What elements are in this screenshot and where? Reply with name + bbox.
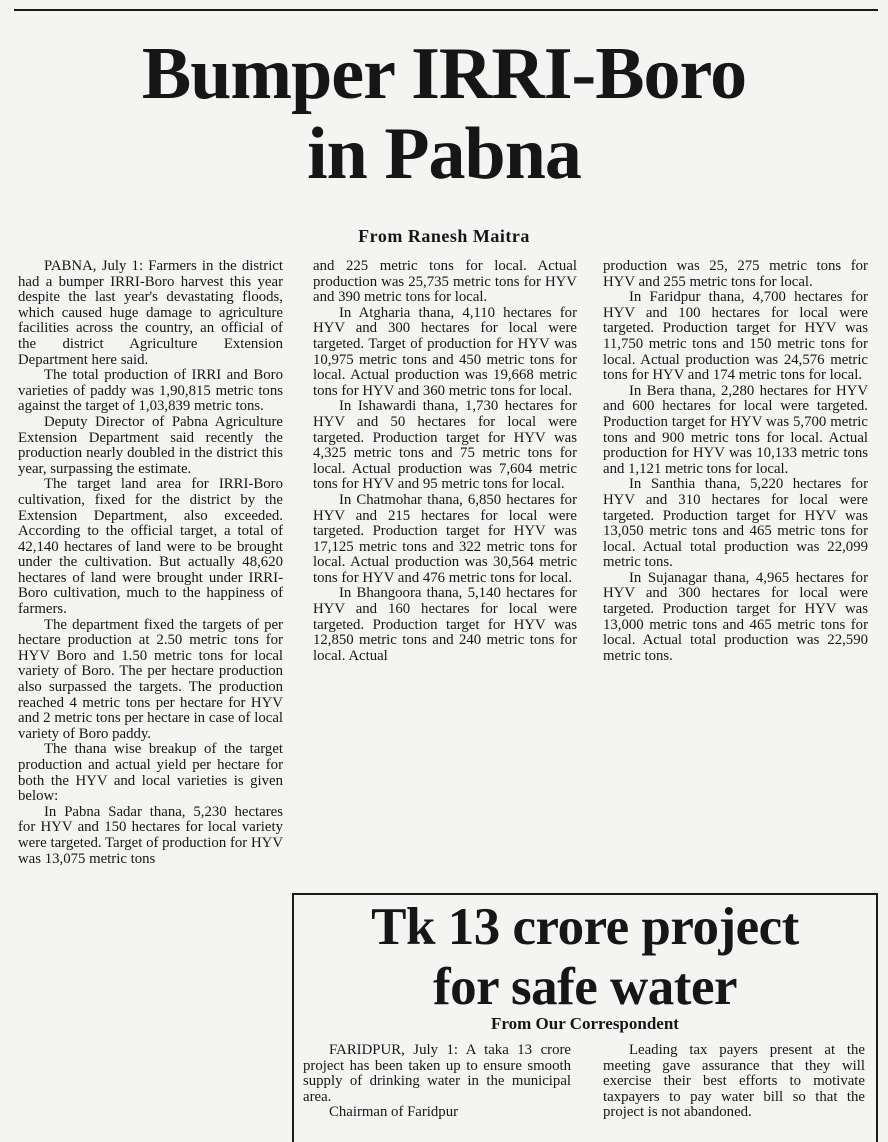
headline bbox=[0, 34, 888, 194]
second-headline-line-1: Tk 13 crore project bbox=[371, 898, 799, 956]
paragraph: In Ishawardi thana, 1,730 hectares for HYV and 50 hectares for local were targeted. Production target for HYV was 4,325 metric tons and 75 metric tons for local. Actual production was 7,604 metric tons for HYV and 95 metric tons for local. bbox=[313, 398, 577, 493]
paragraph: In Sujanagar thana, 4,965 hectares for HYV and 300 hectares for local were targeted. Production target for HYV was 13,000 metric tons and 465 metric tons for local. Actual total production was 22,590 metric tons. bbox=[603, 569, 868, 664]
paragraph: The thana wise breakup of the target production and actual yield per hectare for both the HYV and local varieties is given below: bbox=[18, 741, 283, 805]
paragraph: The target land area for IRRI-Boro cultivation, fixed for the district by the Extension Department, also exceeded. According to the official target, a total of 42,140 hectares of land were to be brought under the cultivation. But actually 48,620 hectares of land were brought under IRRI-Boro cultivation, much to the happiness of farmers. bbox=[18, 476, 283, 618]
box-top-rule bbox=[292, 893, 878, 895]
paragraph: In Bhangoora thana, 5,140 hectares for HYV and 160 hectares for local were targeted. Production target for HYV was 12,850 metric tons and 240 metric tons for local. Actual bbox=[313, 585, 577, 664]
paragraph: Chairman of Faridpur bbox=[329, 1104, 459, 1121]
paragraph: In Santhia thana, 5,220 hectares for HYV and 310 hectares for local were targeted. Production target for HYV was 13,050 metric tons and 465 metric tons for local. Actual total production was 22,099 metric tons. bbox=[603, 476, 868, 571]
paragraph: The total production of IRRI and Boro varieties of paddy was 1,90,815 metric tons against the target of 1,03,839 metric tons. bbox=[18, 367, 283, 415]
article-column-2 bbox=[313, 259, 577, 887]
paragraph: FARIDPUR, July 1: A taka 13 crore project has been taken up to ensure smooth supply of drinking water in the municipal area. bbox=[303, 1043, 571, 1105]
article-column-3 bbox=[603, 259, 868, 887]
paragraph: In Pabna Sadar thana, 5,230 hectares for HYV and 150 hectares for local variety were targeted. Target of production for HYV was 13,075 metric tons bbox=[18, 803, 283, 867]
paragraph: and 225 metric tons for local. Actual production was 25,735 metric tons for HYV and 390 metric tons for local. bbox=[313, 259, 577, 306]
paragraph: In Chatmohar thana, 6,850 hectares for HYV and 215 hectares for local were targeted. Production target for HYV was 17,125 metric tons and 322 metric tons for local. Actual production was 30,564 metric tons for HYV and 476 metric tons for local. bbox=[313, 491, 577, 586]
paragraph: Leading tax payers present at the meeting gave assurance that they will exercise their best efforts to motivate taxpayers to pay water bill so that the project is not abandoned. bbox=[603, 1043, 865, 1121]
second-byline: From Our Correspondent bbox=[491, 1014, 679, 1033]
paragraph: In Atgharia thana, 4,110 hectares for HYV and 300 hectares for local were targeted. Target of production for HYV was 10,975 metric tons and 450 metric tons for local. Actual production was 19,668 metric tons for HYV and 360 metric tons for local. bbox=[313, 304, 577, 399]
box-left-rule bbox=[292, 893, 294, 1142]
paragraph: In Bera thana, 2,280 hectares for HYV and 600 hectares for local were targeted. Production target for HYV was 5,700 metric tons and 900 metric tons for local. Actual production for HYV was 10,133 metric tons and 1,121 metric tons for local. bbox=[603, 382, 868, 477]
paragraph: In Faridpur thana, 4,700 hectares for HYV and 100 hectares for local were targeted. Production target for HYV was 11,750 metric tons and 150 metric tons for local. Actual production was 24,576 metric tons for HYV and 174 metric tons for local. bbox=[603, 289, 868, 384]
paragraph: PABNA, July 1: Farmers in the district had a bumper IRRI-Boro harvest this year despite the last year's devastating floods, which caused huge damage to agriculture facilities across the country, an official of the district Agriculture Extension Department here said. bbox=[18, 259, 283, 368]
paragraph: The department fixed the targets of per hectare production at 2.50 metric tons for HYV Boro and 1.50 metric tons for local variety of Boro. The per hectare production also surpassed the targets. The production reached 4 metric tons per hectare for HYV and 2 metric tons per hectare in case of local variety of Boro paddy. bbox=[18, 616, 283, 742]
second-article-column-1 bbox=[303, 1043, 571, 1142]
article-column-1 bbox=[18, 259, 283, 1135]
top-rule bbox=[14, 9, 878, 11]
second-headline bbox=[296, 897, 874, 1017]
byline: From Ranesh Maitra bbox=[358, 226, 530, 246]
paragraph: Deputy Director of Pabna Agriculture Extension Department said recently the production nearly doubled in the district this year, surpassing the estimate. bbox=[18, 413, 283, 477]
box-right-rule bbox=[876, 893, 878, 1142]
second-headline-line-2: for safe water bbox=[433, 958, 737, 1016]
headline-line-1: Bumper IRRI-Boro bbox=[141, 33, 747, 115]
headline-line-2: in Pabna bbox=[307, 113, 581, 195]
second-article-column-2 bbox=[603, 1043, 865, 1142]
paragraph: production was 25, 275 metric tons for HYV and 255 metric tons for local. bbox=[603, 259, 868, 290]
